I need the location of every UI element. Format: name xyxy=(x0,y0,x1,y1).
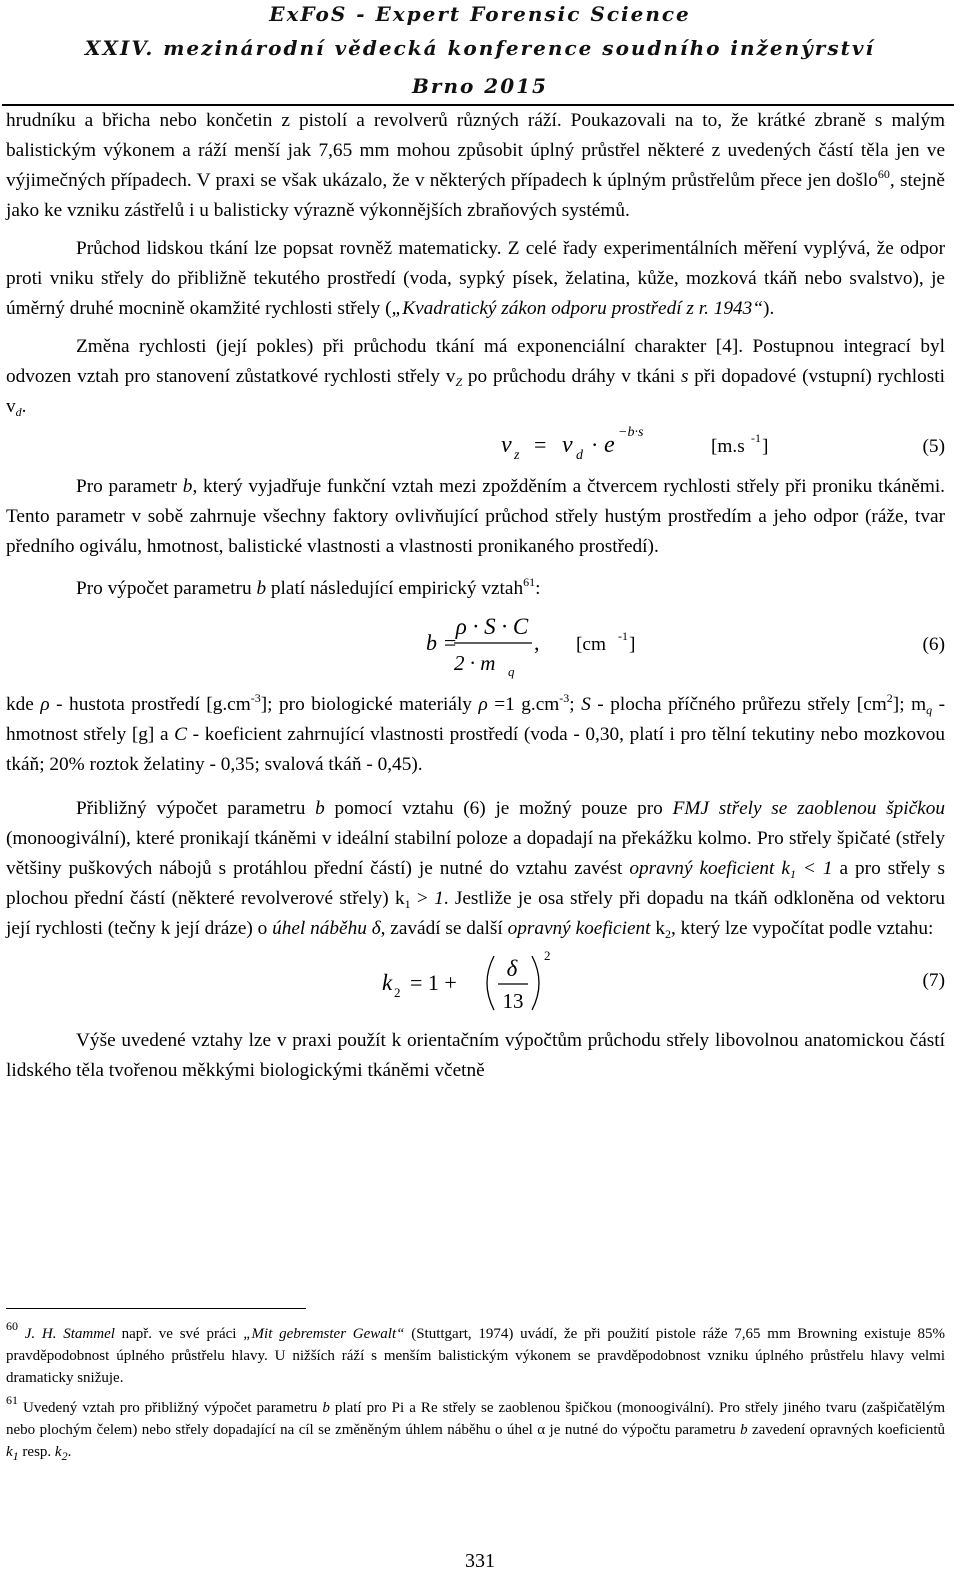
header-location: Brno 2015 xyxy=(412,74,548,98)
eq6-unit-sup: -1 xyxy=(618,629,628,643)
eq6-lhs: b = xyxy=(426,630,458,655)
eq6-numerator: ρ · S · C xyxy=(455,614,529,639)
eq5-exponent: −b·s xyxy=(618,425,644,440)
footnote-60: $^{60}$ J. H. Stammel např. ve své práci „Mit gebremster Gewalt“ (Stuttgart, 1974) uvádí, že při použití pistole ráže 7,65 mm Browning existuje 85% pravděpodobnost úplného průstřelu hlavy. U nižších ráží s menším balistickým výkonem se pravděpodobnost vzniku úplného průstřelu hlavy velmi dramaticky snižuje. xyxy=(6,1319,946,1386)
eq5-v: v xyxy=(501,432,512,458)
footnote-61: $^{61}$ Uvedený vztah pro přibližný výpočet parametru b platí pro Pi a Re střely se zaoblenou špičkou (monoogivální). Pro střely jiného tvaru (zašpičatělým nebo plochým čelem) nebo střely dopadající na cíl se změněným úhlem náběhu o úhel α je nutné do výpočtu parametru b zavedení opravných koeficientů $k_1$ resp. $k_2$. xyxy=(6,1393,946,1463)
paragraph-4: Pro parametr b, který vyjadřuje funkční vztah mezi zpožděním a čtvercem rychlosti střely při proniku tkáněmi. Tento parametr v sobě zahrnuje všechny faktory ovlivňující průchod střely hustým prostředím a jeho odpor (ráže, tvar předního ogiválu, hmotnost, balistické vlastnosti a vlastnosti pronikaného prostředí). xyxy=(6,476,945,557)
eq5-vd: v xyxy=(562,432,573,458)
eq7-paren-left xyxy=(487,956,494,1010)
eq7-plus: = 1 + xyxy=(410,970,457,995)
equation-7-svg xyxy=(6,944,945,1018)
header-title: ExFoS - Expert Forensic Science xyxy=(269,2,691,26)
equation-6 xyxy=(6,604,945,680)
eq7-paren-right xyxy=(532,956,539,1010)
eq5-dot: · xyxy=(591,432,599,457)
eq5-equals: = xyxy=(534,432,547,457)
footnotes xyxy=(6,1319,946,1471)
eq5-unit: [m.s xyxy=(711,436,745,457)
eq7-13: 13 xyxy=(502,989,524,1013)
equation-5-svg xyxy=(6,422,945,468)
eq7-k-sub: 2 xyxy=(394,985,401,1000)
eq6-unit-end: ] xyxy=(629,634,636,655)
eq7-k: k xyxy=(382,970,393,995)
eq5-unit-end: ] xyxy=(762,436,769,457)
paragraph-2: Průchod lidskou tkání lze popsat rovněž matematicky. Z celé řady experimentálních měření vyplývá, že odpor proti vniku střely do přibližně tekutého prostředí (voda, sypký písek, želatina, kůže, mozková tkáň nebo svalstvo), je úměrný druhé mocnině okamžité rychlosti střely („Kvadratický zákon odporu prostředí z r. 1943“). xyxy=(6,238,945,319)
eq6-comma: , xyxy=(534,630,540,655)
eq5-unit-sup: -1 xyxy=(751,431,761,445)
footnote-ref-60: 60 xyxy=(877,167,890,181)
equation-5 xyxy=(6,422,945,468)
eq6-unit: [cm xyxy=(576,634,606,655)
page-number: 331 xyxy=(465,1550,495,1572)
eq5-number: (5) xyxy=(922,436,945,457)
body-text xyxy=(6,106,945,1086)
paragraph-5: Pro výpočet parametru b platí následující empirický vztah$^{61}$: xyxy=(76,575,541,599)
equation-6-svg xyxy=(6,604,945,680)
footnote-separator xyxy=(6,1308,306,1309)
paragraph-3: Změna rychlosti (její pokles) při průchodu tkání má exponenciální charakter [4]. Postupnou integrací byl odvozen vztah pro stanovení zůstatkové rychlosti střely $v_Z$ po průchodu dráhy v tkáni s při dopadové (vstupní) rychlosti $v_d$. xyxy=(6,336,945,419)
paragraph-6: kde ρ - hustota prostředí $[g.cm^{-3}]$; pro biologické materiály ρ =1 $g.cm^{-3}$; S - plocha příčného průřezu střely $[cm^2]$; $m_q$ - hmotnost střely [g] a C - koeficient zahrnující vlastnosti prostředí (voda - 0,30, platí i pro tělní tekutiny nebo mozkovou tkáň; 20% roztok želatiny - 0,35; svalová tkáň - 0,45). xyxy=(6,691,946,775)
footnote-ref-61: 61 xyxy=(523,575,536,589)
paragraph-8: Výše uvedené vztahy lze v praxi použít k orientačním výpočtům průchodu střely libovolnou anatomickou částí lidského těla tvořenou měkkými biologickými tkáněmi včetně xyxy=(6,1030,945,1081)
eq7-delta: δ xyxy=(506,956,518,981)
header-conference: XXIV. mezinárodní vědecká konference soudního inženýrství xyxy=(84,36,876,60)
eq7-number: (7) xyxy=(922,970,945,991)
eq6-number: (6) xyxy=(922,634,945,655)
eq6-denominator: 2 · m xyxy=(454,651,496,675)
equation-7 xyxy=(6,944,945,1018)
eq7-power: 2 xyxy=(544,948,551,963)
paragraph-1: hrudníku a břicha nebo končetin z pistolí a revolverů různých ráží. Poukazovali na to, že krátké zbraně s malým balistickým výkonem a ráží menší jak 7,65 mm mohou způsobit úplný průstřel některé z uvedených částí těla jen ve výjimečných případech. V praxi se však ukázalo, že v některých případech k úplným průstřelům přece jen došlo$^{60}$, stejně jako ke vzniku zástřelů i u balisticky výrazně výkonnějších zbraňových systémů. xyxy=(6,110,945,221)
eq5-z: z xyxy=(514,448,520,463)
eq5-e: e xyxy=(604,432,615,458)
eq6-den-sub: q xyxy=(508,664,515,679)
eq5-d: d xyxy=(576,448,583,463)
paragraph-7: Přibližný výpočet parametru b pomocí vztahu (6) je možný pouze pro FMJ střely se zaoblenou špičkou (monoogivální), které pronikají tkáněmi v ideální stabilní poloze a dopadají na překážku kolmo. Pro střely špičaté (střely většiny puškových nábojů s protáhlou přední částí) je nutné do vztahu zavést opravný koeficient $k_1 < 1$ a pro střely s plochou přední částí (některé revolverové střely) $k_1 > 1$. Jestliže je osa střely při dopadu na tkáň odkloněna od vektoru její rychlosti (tečny k její dráze) o úhel náběhu δ, zavádí se další opravný koeficient $k_2$, který lze vypočítat podle vztahu: xyxy=(6,798,946,941)
